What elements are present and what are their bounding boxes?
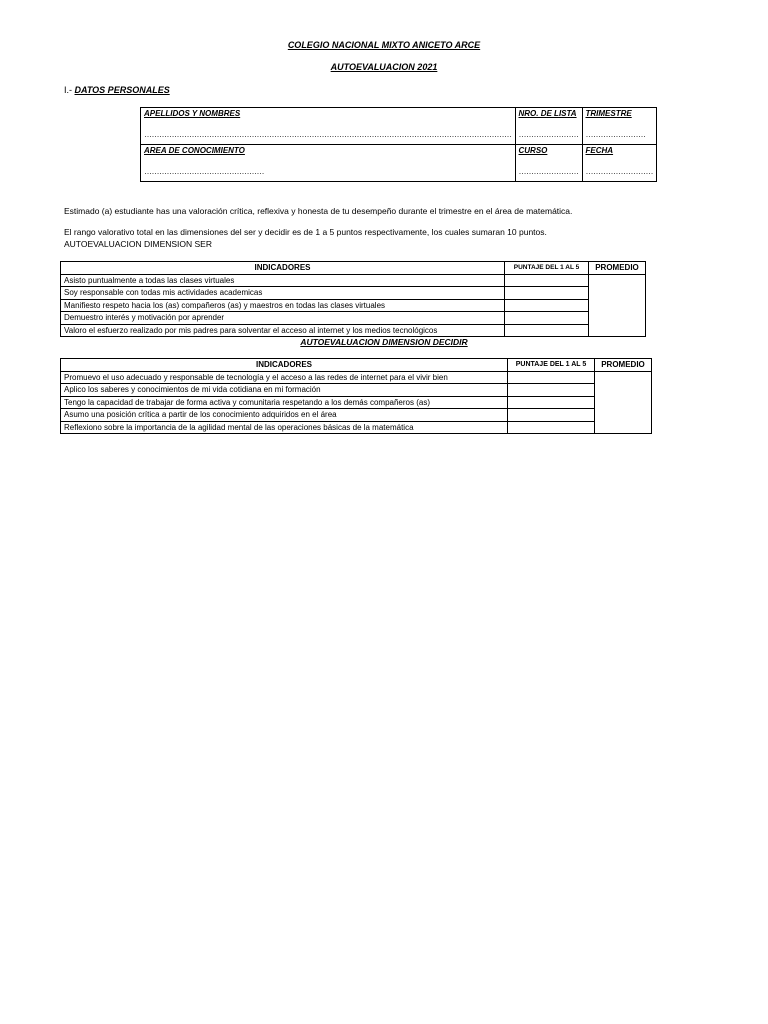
table-row: [61, 274, 646, 287]
decidir-indicator: Tengo la capacidad de trabajar de forma activa y comunitaria respetando a los demás compañeros (as): [61, 396, 508, 409]
ser-dimension-title: AUTOEVALUACION DIMENSION SER: [64, 239, 212, 249]
decidir-indicator: Asumo una posición crítica a partir de los conocimiento adquiridos en el área: [61, 409, 508, 422]
section-title: DATOS PERSONALES: [74, 85, 170, 95]
decidir-col-average: PROMEDIO: [595, 359, 652, 372]
table-row: [61, 384, 652, 397]
term-label: TRIMESTRE: [585, 109, 632, 118]
table-row: [61, 371, 652, 384]
decidir-indicator: Aplico los saberes y conocimientos de mi vida cotidiana en mi formación: [61, 384, 508, 397]
table-row: [61, 409, 652, 422]
ser-score-cell[interactable]: [505, 274, 589, 287]
list-number-label: NRO. DE LISTA: [518, 109, 577, 118]
date-blank: ………………………: [585, 167, 653, 176]
course-cell[interactable]: [515, 145, 582, 182]
area-cell[interactable]: [141, 145, 516, 182]
decidir-score-cell[interactable]: [508, 384, 595, 397]
personal-data-table: [140, 107, 657, 182]
names-label: APELLIDOS Y NOMBRES: [144, 109, 241, 118]
ser-indicator: Valoro el esfuerzo realizado por mis padres para solventar el acceso al internet y los medios tecnológicos: [61, 324, 505, 337]
scoring-paragraph: El rango valorativo total en las dimensiones del ser y decidir es de 1 a 5 puntos respectivamente, los cuales sumaran 10 puntos.: [64, 227, 547, 237]
area-label: AREA DE CONOCIMIENTO: [144, 146, 245, 155]
list-number-cell[interactable]: [515, 108, 582, 145]
date-cell[interactable]: [582, 145, 657, 182]
table-row: [61, 299, 646, 312]
section-personal-data-heading: [64, 85, 170, 95]
ser-score-cell[interactable]: [505, 287, 589, 300]
decidir-indicator: Promuevo el uso adecuado y responsable de tecnología y el acceso a las redes de internet para el vivir bien: [61, 371, 508, 384]
ser-col-average: PROMEDIO: [589, 262, 646, 275]
ser-indicator: Manifiesto respeto hacia los (as) compañeros (as) y maestros en todas las clases virtuales: [61, 299, 505, 312]
table-row: [61, 396, 652, 409]
table-row: [61, 324, 646, 337]
area-blank: …………………………………………: [144, 167, 264, 176]
term-blank: ……………………: [585, 130, 646, 139]
list-number-blank: ……………………: [518, 130, 579, 139]
section-number: I.-: [64, 85, 72, 95]
ser-indicators-table: [60, 261, 646, 337]
ser-score-cell[interactable]: [505, 324, 589, 337]
instructions-paragraph: Estimado (a) estudiante has una valoración crítica, reflexiva y honesta de tu desempeño durante el trimestre en el área de matemática.: [64, 206, 573, 216]
date-label: FECHA: [585, 146, 614, 155]
course-label: CURSO: [518, 146, 548, 155]
ser-average-cell[interactable]: [589, 274, 646, 337]
decidir-dimension-title: AUTOEVALUACION DIMENSION DECIDIR: [300, 337, 468, 347]
decidir-col-indicators: INDICADORES: [61, 359, 508, 372]
names-cell[interactable]: [141, 108, 516, 145]
decidir-score-cell[interactable]: [508, 396, 595, 409]
table-row: [61, 312, 646, 325]
document-title: AUTOEVALUACION 2021: [330, 62, 438, 72]
ser-col-score: PUNTAJE DEL 1 AL 5: [505, 262, 589, 275]
ser-score-cell[interactable]: [505, 312, 589, 325]
decidir-indicators-table: [60, 358, 652, 434]
decidir-average-cell[interactable]: [595, 371, 652, 434]
school-name: COLEGIO NACIONAL MIXTO ANICETO ARCE: [287, 40, 481, 50]
ser-col-indicators: INDICADORES: [61, 262, 505, 275]
ser-indicator: Demuestro interés y motivación por aprender: [61, 312, 505, 325]
decidir-score-cell[interactable]: [508, 371, 595, 384]
table-row: [61, 287, 646, 300]
term-cell[interactable]: [582, 108, 657, 145]
ser-indicator: Asisto puntualmente a todas las clases virtuales: [61, 274, 505, 287]
decidir-col-score: PUNTAJE DEL 1 AL 5: [508, 359, 595, 372]
decidir-indicator: Reflexiono sobre la importancia de la agilidad mental de las operaciones básicas de la matemática: [61, 421, 508, 434]
decidir-score-cell[interactable]: [508, 421, 595, 434]
decidir-score-cell[interactable]: [508, 409, 595, 422]
ser-indicator: Soy responsable con todas mis actividades academicas: [61, 287, 505, 300]
table-row: [61, 421, 652, 434]
names-blank: …………………………………………………………………………………………………………………………………: [144, 130, 512, 139]
ser-score-cell[interactable]: [505, 299, 589, 312]
course-blank: ……………………: [518, 167, 579, 176]
